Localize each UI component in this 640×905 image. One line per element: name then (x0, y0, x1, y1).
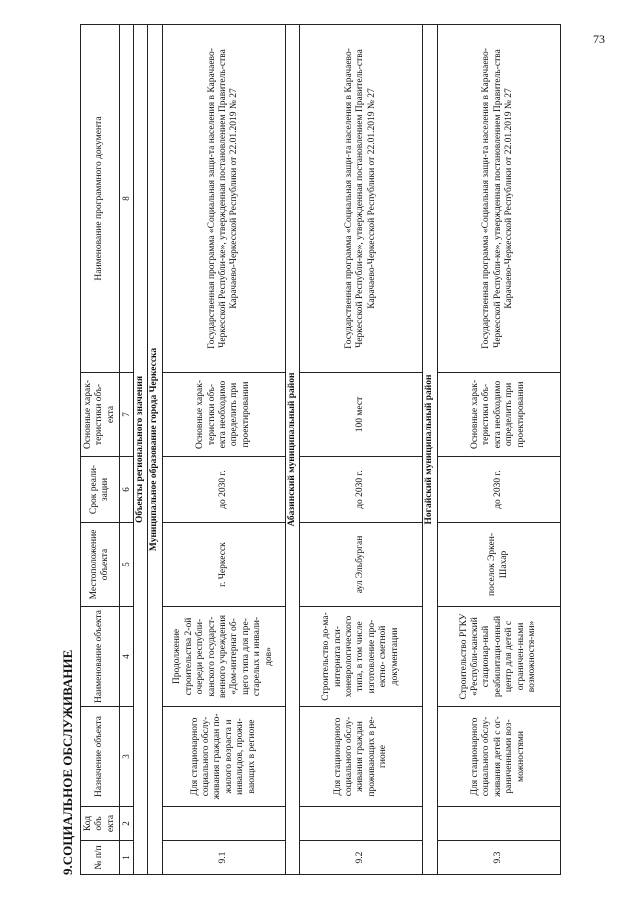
row-location: аул Эльбурган (300, 523, 423, 607)
table-row (162, 25, 285, 875)
table-row (300, 25, 423, 875)
row-document: Государственная программа «Социальная защи-та населения в Карачаево-Черкесской Республи-ке», утвержденная постановлением Правитель-ства Карачаево-Черкесской Республики от 22.01.2019 № 27 (300, 25, 423, 373)
page-number: 73 (593, 32, 605, 46)
column-number: 8 (120, 25, 134, 373)
row-purpose: Для стационарного социального обслу-живания граждан проживающих в ре-гионе (300, 707, 423, 807)
group-cherkessk: Муниципальное образование города Черкесска (148, 25, 162, 875)
row-characteristics: Основные харак-теристики объ-екта необходимо определить при проектировании (162, 373, 285, 457)
row-name: Продолжение строительства 2-ой очереди республи-канского государст-венного учреждения «Дом-интернат об-щего типа для пре-старелых и инвали-дов» (162, 607, 285, 707)
column-number-row (120, 25, 134, 875)
row-number: 9.1 (162, 841, 285, 875)
header-cell: Код объ екта (81, 807, 120, 841)
row-purpose: Для стационарного социального обслу-живания детей с ог-раниченными воз-можностями (437, 707, 560, 807)
table-row (437, 25, 560, 875)
header-cell: Основные харак-теристики объ-екта (81, 373, 120, 457)
row-name: Строительство до-ма-интерната пси-хоневрологического типа, в том числе изготовление про-ектно- сметной документации (300, 607, 423, 707)
group-regional: Объекты регионального значения (133, 25, 147, 875)
row-characteristics: Основные харак-теристики объ-екта необходимо определить при проектировании (437, 373, 560, 457)
header-cell: Наименование объекта (81, 607, 120, 707)
row-number: 9.3 (437, 841, 560, 875)
group-abaza: Абазинский муниципальный район (285, 25, 299, 875)
column-number: 2 (120, 807, 134, 841)
row-characteristics: 100 мест (300, 373, 423, 457)
row-term: до 2030 г. (437, 457, 560, 523)
objects-table (80, 24, 561, 875)
row-term: до 2030 г. (162, 457, 285, 523)
row-location: г. Черкесск (162, 523, 285, 607)
row-code (437, 807, 560, 841)
group-row (423, 25, 437, 875)
group-row (285, 25, 299, 875)
column-number: 3 (120, 707, 134, 807)
column-number: 7 (120, 373, 134, 457)
row-location: поселок Эркен-Шахар (437, 523, 560, 607)
header-cell: Назначение объекта (81, 707, 120, 807)
row-number: 9.2 (300, 841, 423, 875)
group-nogay: Ногайский муниципальный район (423, 25, 437, 875)
column-number: 4 (120, 607, 134, 707)
column-number: 5 (120, 523, 134, 607)
column-number: 6 (120, 457, 134, 523)
row-purpose: Для стационарного социального обслу-живания граждан по-жилого возраста и инвалидов, прожи-вающих в регионе (162, 707, 285, 807)
row-name: Строительство РГКУ «Республи-канский стационар-ный реабилитаци-онный центр для детей с ограничен-ными возможностя-ми» (437, 607, 560, 707)
header-row (81, 25, 120, 875)
section-title: 9.СОЦИАЛЬНОЕ ОБСЛУЖИВАНИЕ (60, 649, 75, 875)
group-row (133, 25, 147, 875)
header-cell: Срок реали-зации (81, 457, 120, 523)
row-code (300, 807, 423, 841)
header-cell: Местоположение объекта (81, 523, 120, 607)
row-term: до 2030 г. (300, 457, 423, 523)
rotated-content (60, 25, 600, 875)
header-cell: № п/п (81, 841, 120, 875)
row-document: Государственная программа «Социальная защи-та населения в Карачаево-Черкесской Республи-ке», утвержденная постановлением Правитель-ства Карачаево-Черкесской Республики от 22.01.2019 № 27 (437, 25, 560, 373)
row-code (162, 807, 285, 841)
header-cell: Наименование программного документа (81, 25, 120, 373)
group-row (148, 25, 162, 875)
column-number: 1 (120, 841, 134, 875)
row-document: Государственная программа «Социальная защи-та населения в Карачаево-Черкесской Республи-ке», утвержденная постановлением Правитель-ства Карачаево-Черкесской Республики от 22.01.2019 № 27 (162, 25, 285, 373)
